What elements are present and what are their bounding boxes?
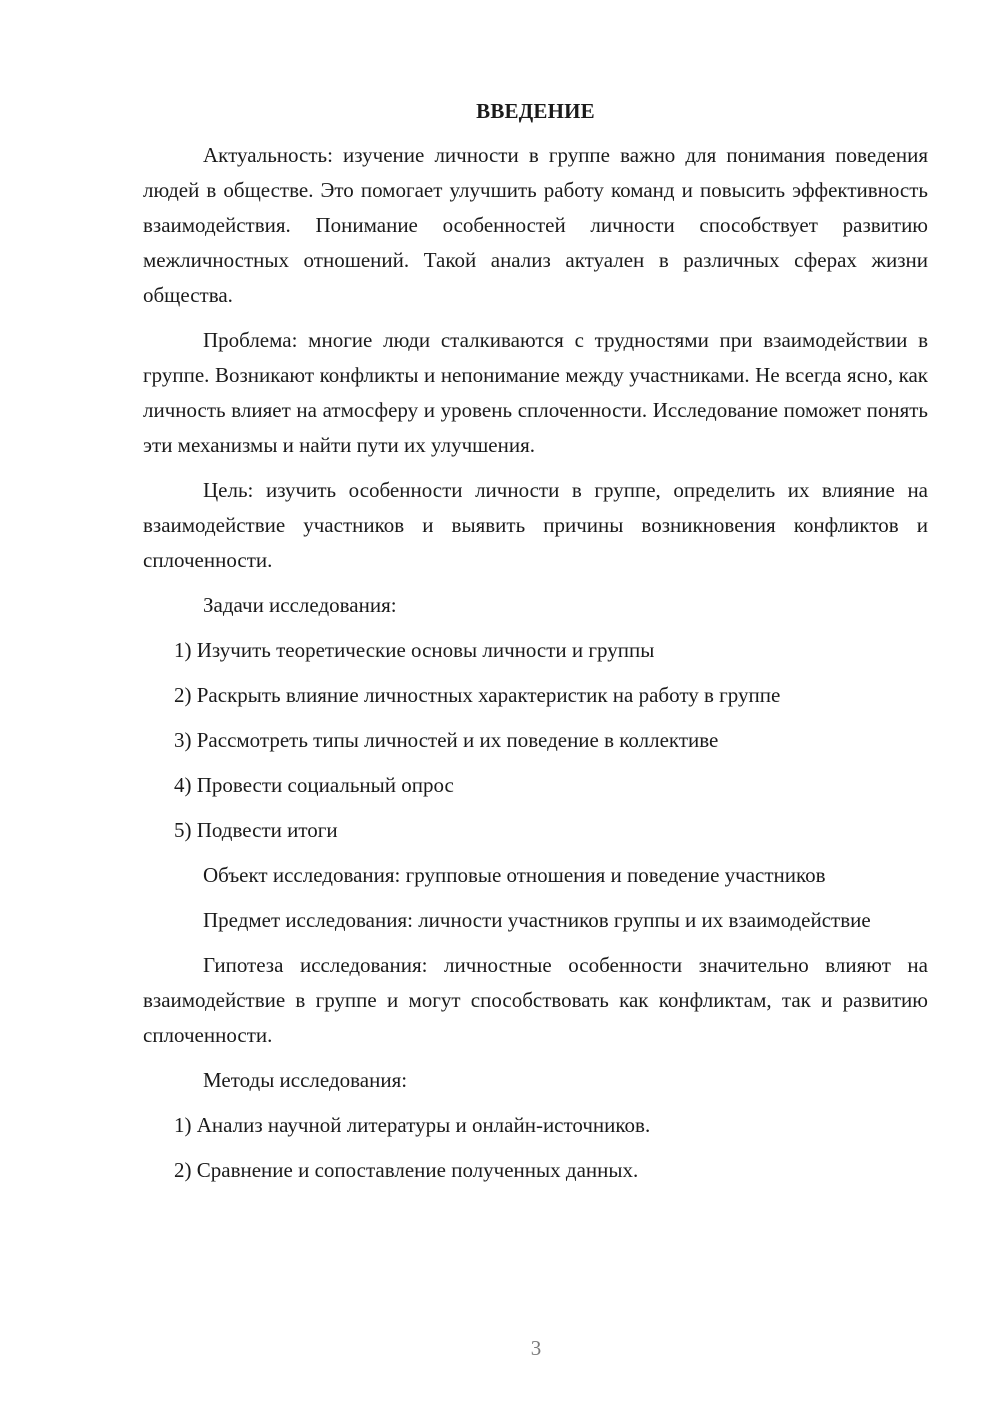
list-item: 1) Анализ научной литературы и онлайн-источников. [174, 1113, 651, 1137]
list-item: 2) Раскрыть влияние личностных характеристик на работу в группе [174, 683, 781, 707]
document-page [143, 96, 928, 1198]
methods-heading: Методы исследования: [203, 1068, 408, 1092]
list-item: 3) Рассмотреть типы личностей и их поведение в коллективе [174, 728, 719, 752]
subject-paragraph: Предмет исследования: личности участников группы и их взаимодействие [203, 908, 871, 932]
list-item: 1) Изучить теоретические основы личности и группы [174, 638, 655, 662]
page-number: 3 [530, 1336, 542, 1360]
object-paragraph: Объект исследования: групповые отношения и поведение участников [203, 863, 826, 887]
list-item: 4) Провести социальный опрос [174, 773, 454, 797]
page-title: ВВЕДЕНИЕ [476, 99, 595, 123]
methods-list [143, 1108, 928, 1188]
list-item: 5) Подвести итоги [174, 818, 338, 842]
goal-paragraph: Цель: изучить особенности личности в группе, определить их влияние на взаимодействие участников и выявить причины возникновения конфликтов и сплоченности. [143, 478, 928, 572]
list-item: 2) Сравнение и сопоставление полученных данных. [174, 1158, 639, 1182]
tasks-heading: Задачи исследования: [203, 593, 397, 617]
hypothesis-paragraph: Гипотеза исследования: личностные особенности значительно влияют на взаимодействие в группе и могут способствовать как конфликтам, так и развитию сплоченности. [143, 953, 928, 1047]
tasks-list [143, 633, 928, 848]
problem-paragraph: Проблема: многие люди сталкиваются с трудностями при взаимодействии в группе. Возникают конфликты и непонимание между участниками. Не всегда ясно, как личность влияет на атмосферу и уровень сплоченности. Исследование поможет понять эти механизмы и найти пути их улучшения. [143, 328, 928, 457]
relevance-paragraph: Актуальность: изучение личности в группе важно для понимания поведения людей в обществе. Это помогает улучшить работу команд и повысить эффективность взаимодействия. Понимание особенностей личности способствует развитию межличностных отношений. Такой анализ актуален в различных сферах жизни общества. [143, 143, 928, 307]
